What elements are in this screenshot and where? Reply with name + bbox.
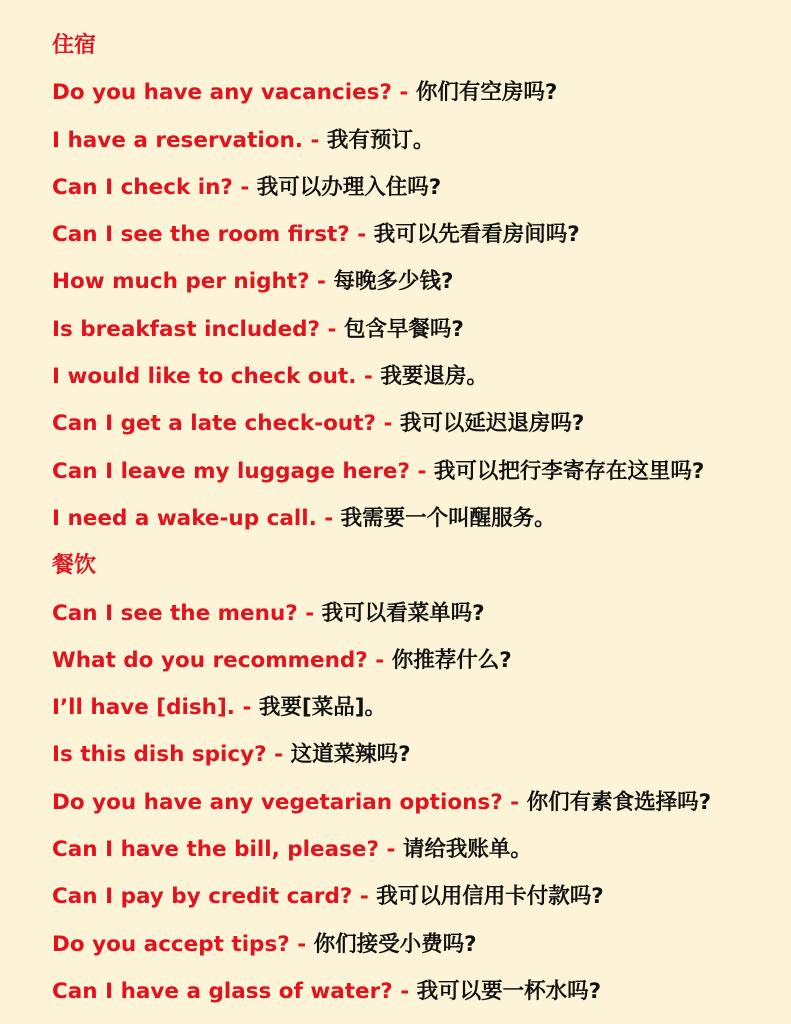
phrase-row	[52, 826, 791, 873]
chinese-translation: 我要[菜品]。	[258, 695, 387, 721]
phrase-row	[52, 306, 791, 353]
english-phrase: Can I have a glass of water?	[52, 978, 393, 1004]
separator: -	[302, 127, 327, 153]
english-phrase: Can I pay by credit card?	[52, 884, 353, 910]
chinese-translation: 你推荐什么?	[391, 647, 512, 673]
chinese-translation: 我要退房。	[380, 364, 488, 390]
english-phrase: I have a reservation.	[52, 127, 303, 153]
phrase-row	[52, 448, 791, 495]
chinese-translation: 你们接受小费吗?	[313, 931, 477, 957]
english-phrase: Can I get a late check-out?	[52, 411, 376, 437]
english-phrase: Is this dish spicy?	[52, 742, 267, 768]
english-phrase: I’ll have [dish].	[52, 695, 235, 721]
english-phrase: How much per night?	[52, 269, 310, 295]
separator: -	[375, 411, 400, 437]
separator: -	[409, 458, 434, 484]
phrase-row	[52, 211, 791, 258]
phrase-row	[52, 400, 791, 447]
chinese-translation: 我需要一个叫醒服务。	[340, 505, 556, 531]
english-phrase: Can I see the room first?	[52, 222, 350, 248]
chinese-translation: 每晚多少钱?	[333, 269, 454, 295]
separator: -	[356, 364, 381, 390]
separator: -	[289, 931, 314, 957]
separator: -	[349, 222, 374, 248]
phrase-row	[52, 353, 791, 400]
chinese-translation: 你们有空房吗?	[415, 80, 558, 106]
separator: -	[316, 505, 341, 531]
phrase-row	[52, 779, 791, 826]
phrase-row	[52, 968, 791, 1015]
english-phrase: Do you have any vegetarian options?	[52, 789, 503, 815]
chinese-translation: 我可以要一杯水吗?	[416, 978, 602, 1004]
section-heading-dining: 餐饮	[52, 553, 97, 579]
english-phrase: I would like to check out.	[52, 364, 357, 390]
separator: -	[320, 316, 344, 342]
chinese-translation: 我可以用信用卡付款吗?	[376, 884, 604, 910]
chinese-translation: 你们有素食选择吗?	[526, 789, 712, 815]
chinese-translation: 我可以先看看房间吗?	[373, 222, 580, 248]
chinese-translation: 我可以办理入住吗?	[256, 174, 442, 200]
chinese-translation: 我可以看菜单吗?	[321, 600, 485, 626]
phrase-row	[52, 731, 791, 778]
phrase-row	[52, 873, 791, 920]
chinese-translation: 我可以把行李寄存在这里吗?	[433, 458, 705, 484]
separator: -	[392, 978, 417, 1004]
separator: -	[309, 269, 334, 295]
english-phrase: What do you recommend?	[52, 647, 368, 673]
phrase-row	[52, 495, 791, 542]
separator: -	[297, 600, 322, 626]
separator: -	[391, 80, 416, 106]
phrase-row	[52, 69, 791, 116]
chinese-translation: 我有预订。	[326, 127, 435, 153]
separator: -	[266, 742, 291, 768]
phrase-row	[52, 684, 791, 731]
english-phrase: Can I have the bill, please?	[52, 837, 379, 863]
separator: -	[352, 884, 377, 910]
separator: -	[232, 174, 257, 200]
english-phrase: Is breakfast included?	[52, 316, 321, 342]
english-phrase: Do you have any vacancies?	[52, 80, 392, 106]
phrase-row	[52, 637, 791, 684]
chinese-translation: 请给我账单。	[402, 837, 532, 863]
english-phrase: Can I leave my luggage here?	[52, 458, 410, 484]
section-heading-accommodation: 住宿	[52, 33, 97, 58]
chinese-translation: 我可以延迟退房吗?	[399, 411, 585, 437]
english-phrase: Do you accept tips?	[52, 931, 290, 957]
separator: -	[234, 695, 259, 721]
english-phrase: Can I see the menu?	[52, 600, 298, 626]
phrase-row	[52, 921, 791, 968]
chinese-translation: 包含早餐吗?	[343, 316, 464, 342]
separator: -	[367, 647, 392, 673]
english-phrase: I need a wake-up call.	[52, 505, 317, 531]
phrase-row	[52, 258, 791, 305]
english-phrase: Can I check in?	[52, 174, 233, 200]
separator: -	[502, 789, 527, 815]
phrase-row	[52, 164, 791, 211]
separator: -	[378, 837, 403, 863]
phrase-row	[52, 590, 791, 637]
chinese-translation: 这道菜辣吗?	[290, 742, 411, 768]
phrase-row	[52, 117, 791, 164]
